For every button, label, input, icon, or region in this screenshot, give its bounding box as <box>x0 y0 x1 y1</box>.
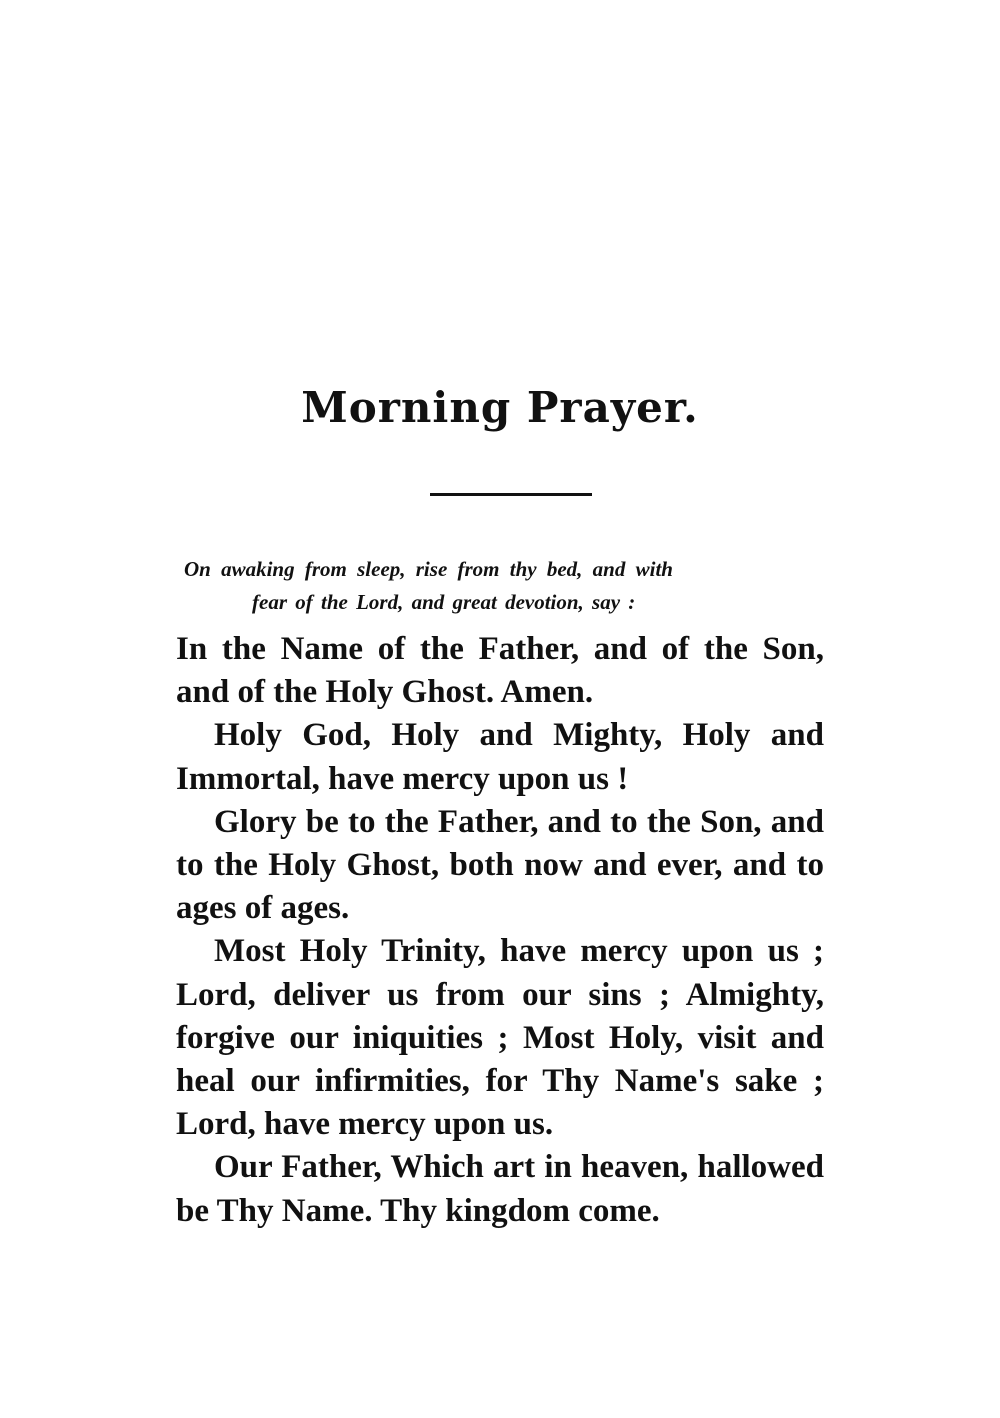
rubric-line-2: fear of the Lord, and great devotion, say : <box>252 590 636 614</box>
prayer-paragraph-glory: Glory be to the Father, and to the Son, and to the Holy Ghost, both now and ever, and to ages of ages. <box>176 803 824 927</box>
prayer-text <box>176 628 824 1233</box>
prayer-paragraph-trisagion: Holy God, Holy and Mighty, Holy and Immortal, have mercy upon us ! <box>176 717 824 797</box>
title-rule-divider <box>430 493 592 496</box>
rubric-line-1: On awaking from sleep, rise from thy bed, and with <box>184 557 673 581</box>
prayer-paragraph-invocation: In the Name of the Father, and of the Son, and of the Holy Ghost. Amen. <box>176 631 824 711</box>
prayer-paragraph-trinity: Most Holy Trinity, have mercy upon us ; Lord, deliver us from our sins ; Almighty, forgive our iniquities ; Most Holy, visit and heal our infirmities, for Thy Name's sake ; Lord, have mercy upon us. <box>176 933 824 1143</box>
prayer-paragraph-our-father: Our Father, Which art in heaven, hallowed be Thy Name. Thy kingdom come. <box>176 1149 824 1229</box>
page-title: Morning Prayer. <box>301 383 699 432</box>
rubric-instruction <box>176 553 826 619</box>
